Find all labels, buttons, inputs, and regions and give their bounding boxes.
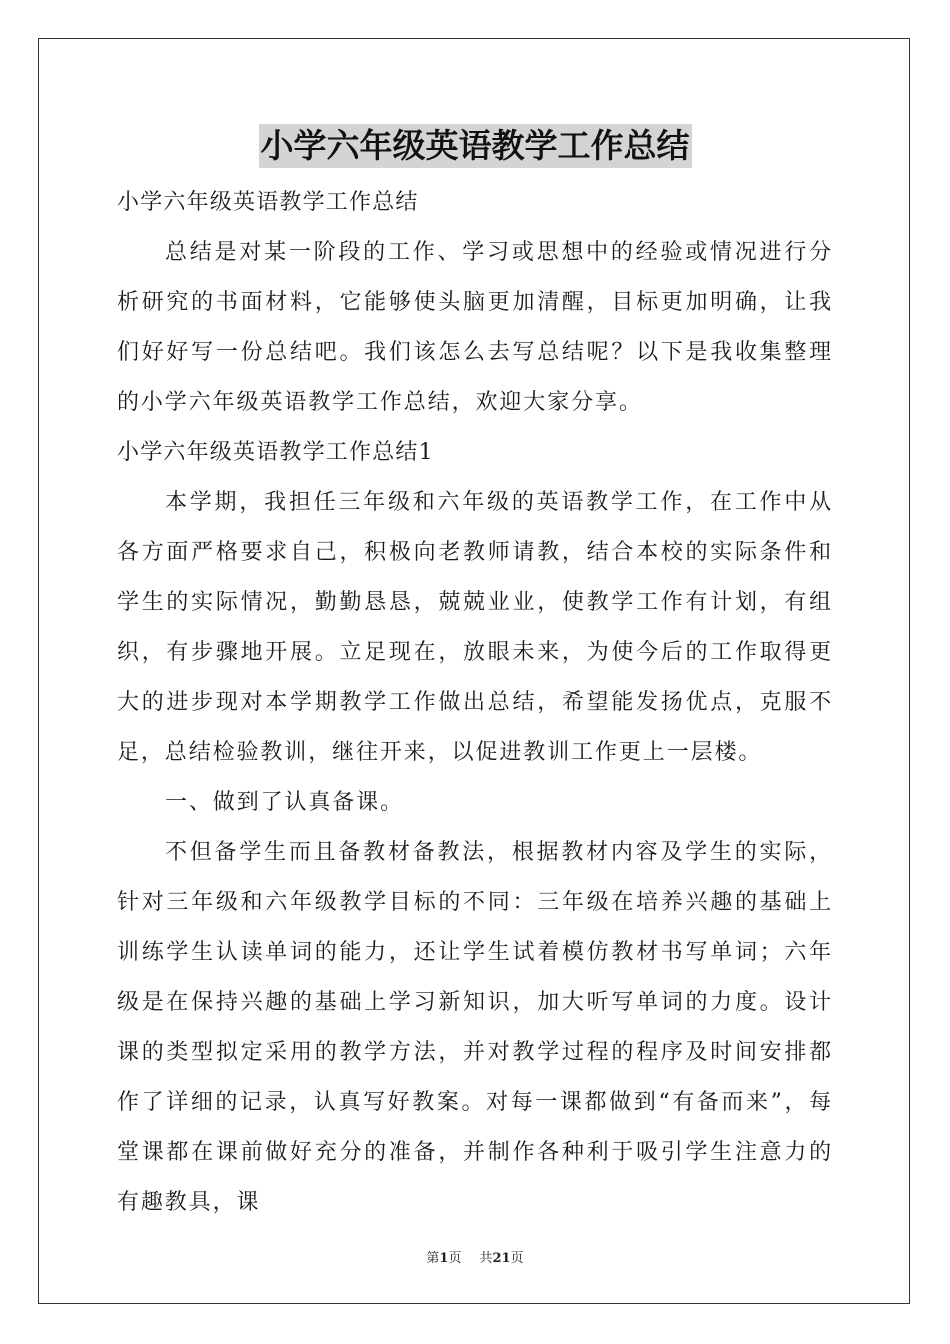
subtitle-heading: 小学六年级英语教学工作总结 [117, 190, 419, 215]
document-body [117, 178, 833, 1228]
total-prefix: 共 [479, 1251, 493, 1266]
body-paragraph-1: 本学期，我担任三年级和六年级的英语教学工作，在工作中从各方面严格要求自己，积极向老教师请教，结合本校的实际条件和学生的实际情况，勤勤恳恳，兢兢业业，使教学工作有计划，有组织，有步骤地开展。立足现在，放眼未来，为使今后的工作取得更大的进步现对本学期教学工作做出总结，希望能发扬优点，克服不足，总结检验教训，继往开来，以促进教训工作更上一层楼。 [117, 490, 833, 765]
page-footer [0, 1247, 950, 1266]
body-paragraph-2: 不但备学生而且备教材备教法，根据教材内容及学生的实际，针对三年级和六年级教学目标的不同：三年级在培养兴趣的基础上训练学生认读单词的能力，还让学生试着模仿教材书写单词；六年级是在保持兴趣的基础上学习新知识，加大听写单词的力度。设计课的类型拟定采用的教学方法，并对教学过程的程序及时间安排都作了详细的记录，认真写好教案。对每一课都做到“有备而来”，每堂课都在课前做好充分的准备，并制作各种利于吸引学生注意力的有趣教具，课 [117, 840, 833, 1215]
page-prefix: 第 [426, 1251, 440, 1266]
total-suffix: 页 [510, 1251, 524, 1266]
subsection-heading-1: 一、做到了认真备课。 [165, 790, 405, 815]
section-heading-1: 小学六年级英语教学工作总结1 [117, 440, 434, 465]
intro-paragraph: 总结是对某一阶段的工作、学习或思想中的经验或情况进行分析研究的书面材料，它能够使头脑更加清醒，目标更加明确，让我们好好写一份总结吧。我们该怎么去写总结呢？以下是我收集整理的小学六年级英语教学工作总结，欢迎大家分享。 [117, 240, 833, 415]
total-pages: 21 [492, 1251, 511, 1266]
page-number: 1 [439, 1251, 449, 1266]
title-container [0, 124, 950, 168]
page-suffix: 页 [448, 1251, 462, 1266]
document-title: 小学六年级英语教学工作总结 [259, 124, 692, 168]
